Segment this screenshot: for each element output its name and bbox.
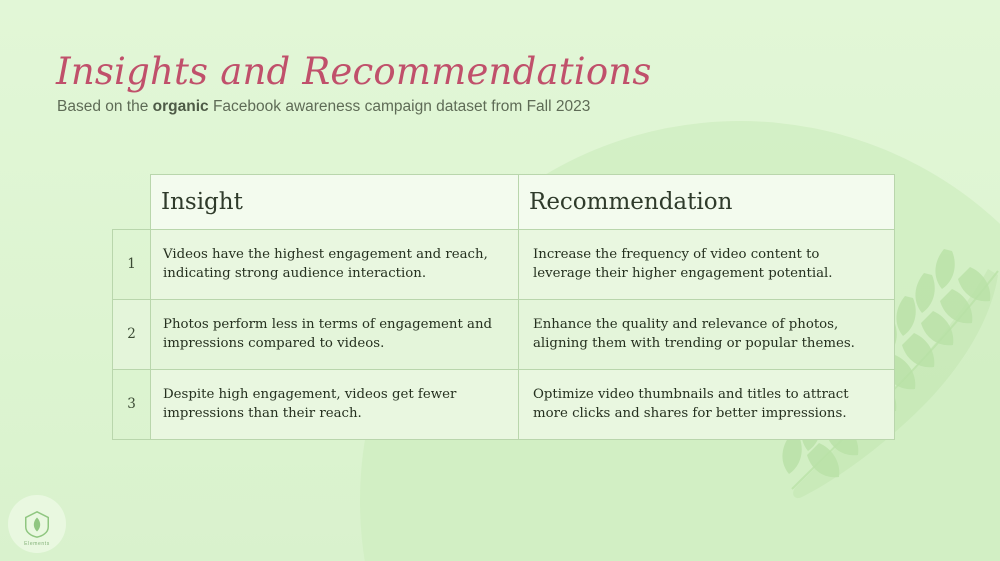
brand-logo-text: Elements — [24, 541, 50, 547]
column-header-recommendation: Recommendation — [519, 175, 895, 230]
cell-insight: Despite high engagement, videos get fewer impressions than their reach. — [151, 370, 519, 440]
column-header-insight: Insight — [151, 175, 519, 230]
insights-table — [112, 174, 895, 440]
table-body — [113, 230, 895, 440]
insights-table-wrapper — [112, 174, 894, 440]
page-subtitle — [57, 98, 590, 116]
table-header — [113, 175, 895, 230]
table-header-row — [113, 175, 895, 230]
subtitle-pre: Based on the — [57, 98, 153, 115]
brand-logo — [8, 495, 66, 553]
cell-recommendation: Optimize video thumbnails and titles to attract more clicks and shares for better impressions. — [519, 370, 895, 440]
cell-insight: Photos perform less in terms of engagement and impressions compared to videos. — [151, 300, 519, 370]
cell-insight: Videos have the highest engagement and reach, indicating strong audience interaction. — [151, 230, 519, 300]
subtitle-emphasis: organic — [152, 98, 209, 115]
subtitle-post: Facebook awareness campaign dataset from Fall 2023 — [208, 98, 591, 115]
table-row — [113, 370, 895, 440]
cell-recommendation: Enhance the quality and relevance of photos, aligning them with trending or popular themes. — [519, 300, 895, 370]
row-number: 2 — [113, 300, 151, 370]
cell-recommendation: Increase the frequency of video content to leverage their higher engagement potential. — [519, 230, 895, 300]
page-title: Insights and Recommendations — [56, 50, 652, 93]
table-row — [113, 230, 895, 300]
table-row — [113, 300, 895, 370]
row-number: 1 — [113, 230, 151, 300]
row-number: 3 — [113, 370, 151, 440]
column-header-number — [113, 175, 151, 230]
leaf-logo-icon — [22, 509, 52, 539]
